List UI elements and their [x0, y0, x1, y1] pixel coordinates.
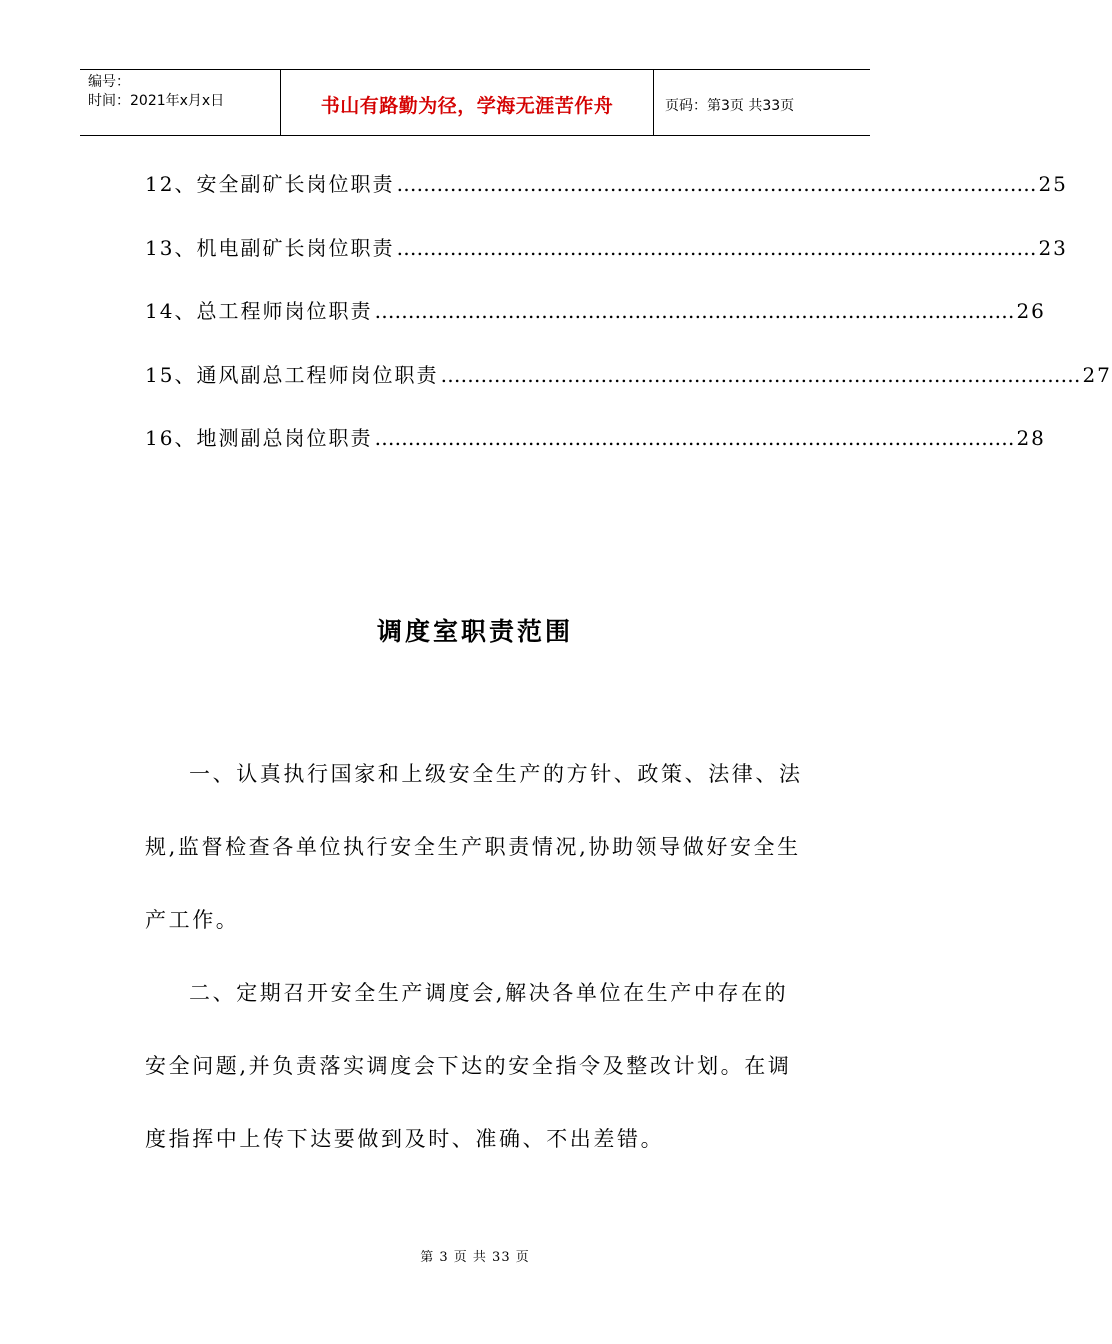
- toc-item-page: 26: [1016, 299, 1046, 323]
- header-meta: [80, 70, 281, 135]
- toc-item-title: 机电副矿长岗位职责: [196, 235, 395, 260]
- toc-item-page: 25: [1038, 172, 1068, 196]
- table-of-contents: [145, 168, 1112, 486]
- toc-item-number: 16、: [145, 426, 197, 450]
- toc-leader-dots: ……………………………………………………………………………………: [440, 362, 1081, 387]
- toc-item-number: 14、: [145, 299, 197, 323]
- document-date: 时间：2021年x月x日: [88, 93, 225, 109]
- toc-item-page: 27: [1082, 362, 1112, 387]
- toc-item[interactable]: [145, 232, 1068, 296]
- toc-leader-dots: ……………………………………………………………………………………: [374, 426, 1015, 450]
- toc-item-number: 13、: [145, 235, 197, 260]
- toc-item-title: 地测副总岗位职责: [196, 426, 373, 450]
- toc-item[interactable]: [145, 168, 1068, 232]
- toc-leader-dots: ……………………………………………………………………………………: [374, 299, 1015, 323]
- header-motto: 书山有路勤为径，学海无涯苦作舟: [281, 70, 654, 135]
- toc-item-title: 通风副总工程师岗位职责: [196, 362, 439, 387]
- toc-item[interactable]: [145, 422, 1046, 486]
- toc-leader-dots: ……………………………………………………………………………………: [396, 172, 1037, 196]
- toc-item-title: 安全副矿长岗位职责: [196, 172, 395, 196]
- toc-item-page: 28: [1016, 426, 1046, 450]
- body-content: [145, 738, 805, 1176]
- toc-item[interactable]: [145, 295, 1046, 359]
- toc-item-title: 总工程师岗位职责: [196, 299, 373, 323]
- section-title: 调度室职责范围: [376, 617, 573, 646]
- page-header: [80, 69, 870, 136]
- toc-item-number: 15、: [145, 362, 197, 387]
- document-number-label: 编号：: [88, 74, 130, 90]
- toc-item-page: 23: [1038, 235, 1068, 260]
- page-footer: 第 3 页 共 33 页: [420, 1250, 530, 1265]
- header-page-info: 页码：第3页 共33页: [665, 97, 795, 114]
- body-paragraph: 一、认真执行国家和上级安全生产的方针、政策、法律、法规,监督检查各单位执行安全生产职责情况,协助领导做好安全生产工作。: [145, 762, 803, 932]
- toc-item[interactable]: [145, 359, 1112, 423]
- toc-leader-dots: ……………………………………………………………………………………: [396, 235, 1037, 260]
- toc-item-number: 12、: [145, 172, 197, 196]
- body-paragraph: 二、定期召开安全生产调度会,解决各单位在生产中存在的安全问题,并负责落实调度会下达的安全指令及整改计划。在调度指挥中上传下达要做到及时、准确、不出差错。: [145, 981, 792, 1151]
